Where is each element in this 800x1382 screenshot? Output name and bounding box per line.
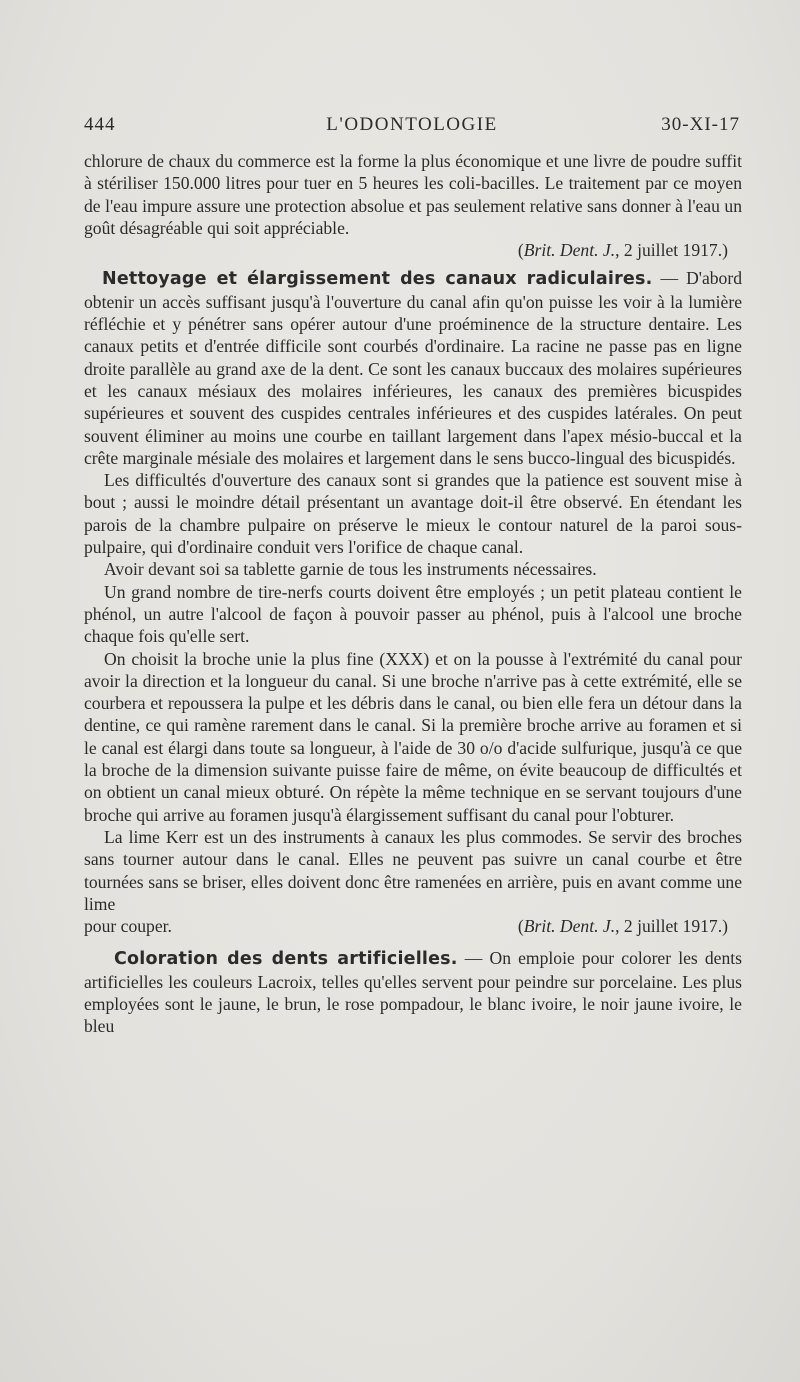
page-number: 444 [84, 114, 116, 135]
section-citation: (Brit. Dent. J., 2 juillet 1917.) [517, 916, 728, 937]
citation-source: Brit. Dent. J. [523, 916, 616, 937]
intro-citation: (Brit. Dent. J., 2 juillet 1917.) [517, 240, 728, 261]
paragraph: La lime Kerr est un des instruments à canaux les plus commodes. Se servir des broches sans tourner autour dans le canal. Elles ne peuvent pas suivre un canal courbe et être tournées sans se briser, elles doivent donc être ramenées en arrière, puis en avant comme une lime [84, 826, 742, 914]
paragraph: On choisit la broche unie la plus fine (XXX) et on la pousse à l'extrémité du canal pour avoir la direction et la longueur du canal. Si une broche n'arrive pas à cette extrémité, elle se courbera et repoussera la pulpe et les débris dans le canal, ou bien elle fera un détour dans la dentine, ce qui ramène rarement dans le canal. Si la première broche arrive au foramen et si le canal est élargi dans toute sa longueur, à l'aide de 30 o/o d'acide sulfurique, jusqu'à ce que la broche de la dimension suivante puisse faire de même, on évite beaucoup de difficultés et on obtient un canal mieux obturé. On répète la même technique en se servant toujours d'une broche qui arrive au foramen jusqu'à élargissement suffisant du canal pour l'obturer. [84, 648, 742, 825]
paragraph-tail: pour couper. [84, 916, 172, 937]
paragraph: Avoir devant soi sa tablette garnie de tous les instruments nécessaires. [104, 559, 597, 580]
citation-date: , 2 juillet 1917. [615, 240, 723, 261]
citation-source: Brit. Dent. J. [523, 240, 616, 261]
paragraph: Un grand nombre de tire-nerfs courts doivent être employés ; un petit plateau contient le phénol, un autre l'alcool de façon à pouvoir passer au phénol, puis à l'alcool une broche chaque fois qu'elle sert. [84, 581, 742, 647]
paragraph-text: On emploie pour colorer les dents artificielles les couleurs Lacroix, telles qu'elles servent pour peindre sur porcelaine. Les plus employées sont le jaune, le brun, le rose pompadour, le blanc ivoire, le noir jaune ivoire, le bleu [84, 948, 743, 1037]
running-header [84, 114, 740, 138]
intro-paragraph: chlorure de chaux du commerce est la forme la plus économique et une livre de poudre suffit à stériliser 150.000 litres pour tuer en 5 heures les coli-bacilles. Le traitement par ce moyen de l'eau impure assure une protection absolue et pas seulement relative sans donner à l'eau un goût désagréable qui soit appréciable. [84, 151, 742, 238]
heading-dash: — [652, 268, 687, 289]
section-heading: Coloration des dents artificielles. [114, 949, 458, 970]
paragraph: Les difficultés d'ouverture des canaux sont si grandes que la patience est souvent mise à bout ; aussi le moindre détail présentant un avantage doit-il être observé. En étendant les parois de la chambre pulpaire on préserve le mieux le contour naturel de la paroi sous-pulpaire, qui d'ordinaire conduit vers l'orifice de chaque canal. [84, 470, 742, 558]
heading-dash: — [457, 948, 490, 969]
section-artificial-teeth [84, 947, 742, 1037]
journal-title: L'ODONTOLOGIE [326, 114, 498, 135]
section-heading: Nettoyage et élargissement des canaux radiculaires. [102, 269, 653, 290]
section-root-canals [84, 267, 742, 469]
paragraph-end-with-citation [84, 915, 742, 937]
citation-date: , 2 juillet 1917. [615, 916, 723, 937]
issue-date: 30-XI-17 [661, 114, 740, 135]
article-body [84, 150, 742, 1038]
paragraph-text: D'abord obtenir un accès suffisant jusqu'à l'ouverture du canal afin qu'on puisse les voir à la lumière réfléchie et y pénétrer sans opérer autour d'une proéminence de la structure dentaire. Les canaux petits et d'entrée difficile sont courbés d'ordinaire. La racine ne passe pas en ligne droite parallèle au grand axe de la dent. Ce sont les canaux buccaux des molaires supérieures et les canaux mésiaux des molaires inférieures, les canaux des premières bicuspides supérieures et souvent des cuspides centrales inférieures et des cuspides latérales. On peut souvent éliminer au moins une courbe en taillant largement dans l'apex mésio-buccal et la crête marginale mésiale des molaires et largement dans le sens bucco-lingual des bicuspidés. [84, 268, 742, 468]
